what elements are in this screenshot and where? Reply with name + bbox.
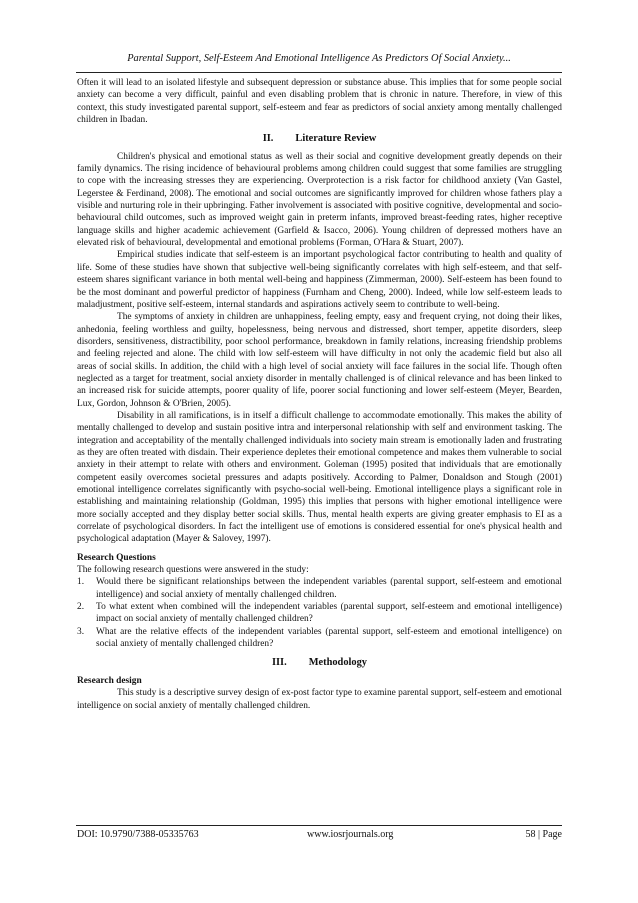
list-item [77,626,562,651]
list-item-number: 1. [77,577,85,588]
literature-paragraph: Empirical studies indicate that self-esteem is an important psychological factor contributing to health and quality of life. Some of these studies have shown that subjective well-being significantly correlates with high self-esteem, and that self-esteem shares significant variance in both mental well-being and happiness (Zimmerman, 2000). Self-esteem has been found to be the most dominant and powerful predictor of happiness (Furnham and Cheng, 2000). Indeed, while low self-esteem leads to maladjustment, positive self-esteem, internal standards and aspirations actively seem to contribute to well-being. [77,250,562,310]
section-number: III. [271,657,287,669]
list-item-number: 2. [77,602,85,613]
research-questions-heading: Research Questions [77,552,156,563]
literature-paragraph: The symptoms of anxiety in children are unhappiness, feeling empty, easy and frequent crying, not doing their likes, anhedonia, feeling worthless and guilty, hopelessness, being nervous and distressed, short temper, appetite disorders, sleep disorders, sensitiveness, distractibility, poor school performance, breakdown in family relations, increasing friendship problems and feeling rejected and alone. The child with low self-esteem will have difficulty in not only the academic field but also all areas of social skills. In addition, the child with a high level of social anxiety will face failures in the social life. Though often neglected as a target for treatment, social anxiety disorder in mentally challenged is of clinical relevance and has been linked to an increased risk for suicide attempts, poorer quality of life, poorer social functioning and lower self-esteem (Meyer, Bearden, Lux, Gordon, Johnson & O'Brien, 2005). [77,312,562,409]
research-questions-intro: The following research questions were answered in the study: [77,565,309,576]
section-number: II. [262,133,274,145]
header-rule [76,72,562,73]
section-heading-methodology [77,657,562,669]
list-item-text: What are the relative effects of the independent variables (parental support, self-esteem and emotional intelligence) on social anxiety of mentally challenged children? [96,626,562,650]
footer-website: www.iosrjournals.org [307,829,394,840]
literature-paragraph: Disability in all ramifications, is in itself a difficult challenge to accommodate emotionally. This makes the ability of mentally challenged to develop and sustain positive intra and interpersonal relationship with self and environment tasking. The integration and acceptability of the mentally challenged individuals into society main stream is emotionally laden and frustrating as they are often treated with disdain. Their experience depletes their emotional competence and makes them vulnerable to social anxiety in their attempt to relate with others and environment. Goleman (1995) posited that individuals that are emotionally competent easily overcomes societal pressures and adapts positively. According to Palmer, Donaldson and Stough (2001) emotional intelligence correlates significantly with psycho-social well-being. Emotional intelligence plays a significant role in establishing and maintaining relationship (Goldman, 1995) this implies that persons with higher emotional intelligence were more socially accepted and they display better social skills. Thus, mental health experts are giving greater emphasis to EI as a correlate of psychological disorders. In fact the intelligent use of emotions is considered essential for one's physical health and psychological adaptation (Mayer & Salovey, 1997). [77,410,562,545]
list-item [77,576,562,601]
footer-rule [76,825,562,826]
research-design-heading: Research design [77,675,142,686]
literature-paragraph: Children's physical and emotional status as well as their social and cognitive development greatly depends on their family dynamics. The rising incidence of behavioural problems among children could suggest that some families are struggling to cope with the increasing stresses they are experiencing. Overprotection is a risk factor for childhood anxiety (Van Gastel, Legerstee & Ferdinand, 2008). The emotional and social outcomes are significantly improved for children whose fathers play a visible and nurturing role in their upbringing. Father involvement is associated with positive cognitive, developmental and socio-behavioural child outcomes, such as improved weight gain in preterm infants, improved breast-feeding rates, higher receptive language skills and higher academic achievement (Garfield & Isacco, 2006). Young children of depressed mothers have an elevated risk of behavioural, developmental and emotional problems (Forman, O'Hara & Stuart, 2007). [77,151,562,249]
section-title: Literature Review [295,133,377,145]
list-item-text: Would there be significant relationships between the independent variables (parental support, self-esteem and emotional intelligence) and social anxiety of mentally challenged children. [96,577,562,600]
footer-page-number: 58 | Page [525,829,562,840]
research-questions-list [77,576,562,650]
list-item-text: To what extent when combined will the independent variables (parental support, self-esteem and emotional intelligence) impact on social anxiety of mentally challenged children? [96,602,562,625]
list-item-number: 3. [77,626,85,637]
running-header: Parental Support, Self-Esteem And Emotional Intelligence As Predictors Of Social Anxiety... [127,53,511,64]
section-heading-literature-review [77,133,562,145]
section-title: Methodology [308,657,368,669]
methodology-paragraph: This study is a descriptive survey design of ex-post factor type to examine parental support, self-esteem and emotional intelligence on social anxiety of mentally challenged children. [77,688,562,711]
page-body [77,77,562,712]
list-item [77,601,562,626]
intro-paragraph: Often it will lead to an isolated lifestyle and subsequent depression or substance abuse. This implies that for some people social anxiety can become a very difficult, painful and even disabling problem that is chronic in nature. Therefore, in view of this context, this study investigated parental support, self-esteem and fear as predictors of social anxiety among mentally challenged children in Ibadan. [77,78,562,126]
footer-doi: DOI: 10.9790/7388-05335763 [77,829,199,840]
